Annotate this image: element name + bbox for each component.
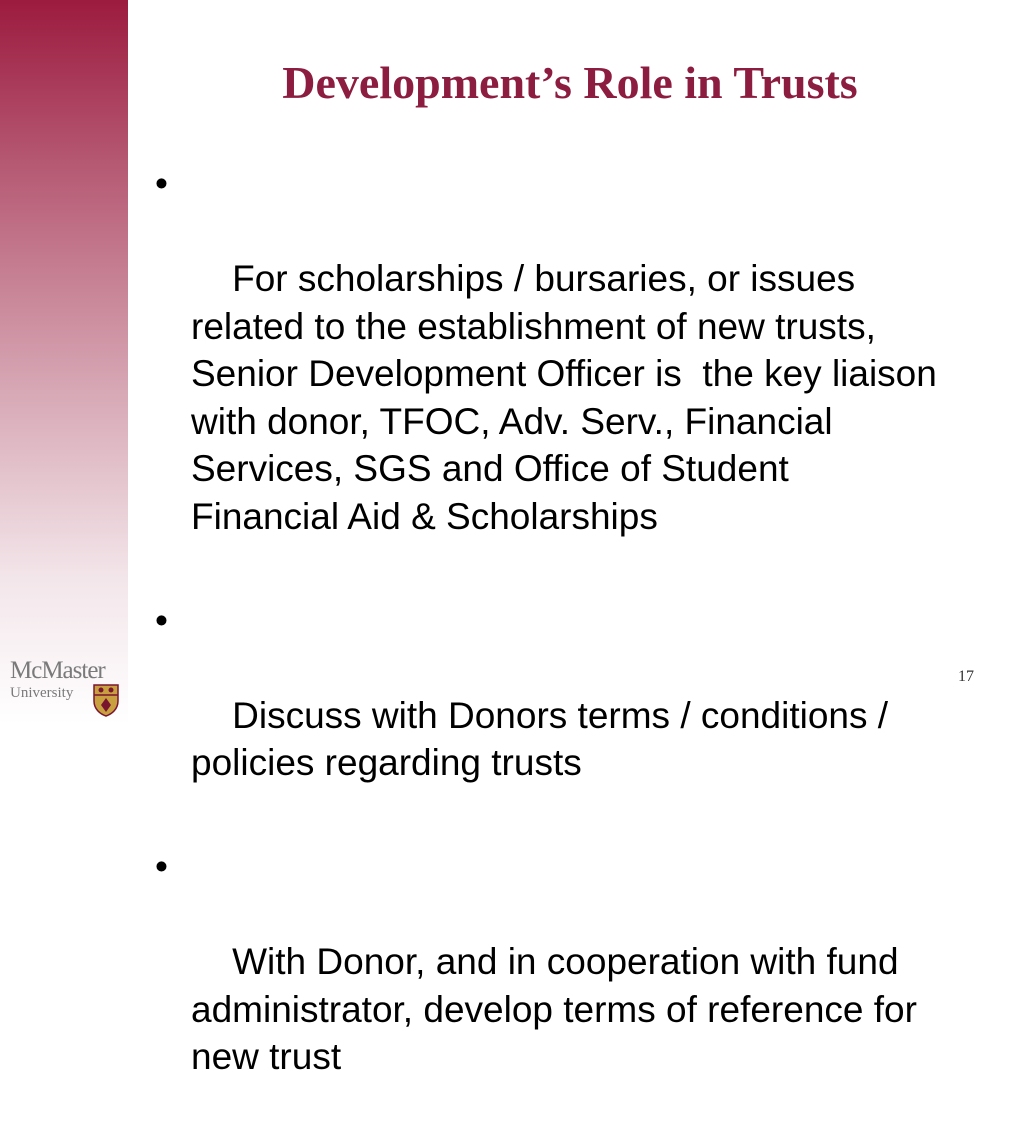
logo-name: McMaster <box>10 657 105 684</box>
bullet-text: Discuss with Donors terms / conditions / policies regarding trusts <box>191 694 899 783</box>
bullet-text: With Donor, and in cooperation with fund administrator, develop terms of reference for new trust <box>191 941 928 1077</box>
bullet-icon: • <box>155 599 168 641</box>
bullet-item <box>155 843 945 1128</box>
bullet-icon: • <box>155 163 168 204</box>
bullet-list <box>155 160 948 1077</box>
bullet-text: For scholarships / bursaries, or issues related to the establishment of new trusts, Senior Development Officer is the key liaison with donor, TFOC, Adv. Serv., Financial Services, SGS and Office of Student Financial Aid & Scholarships <box>191 258 948 537</box>
university-crest-icon <box>92 683 120 717</box>
page-number: 17 <box>958 668 974 685</box>
slide-title: Development’s Role in Trusts <box>282 57 858 108</box>
university-logo <box>6 657 126 721</box>
logo-subtitle: University <box>10 685 74 701</box>
bullet-icon: • <box>155 846 168 887</box>
bullet-item <box>155 597 945 835</box>
bullet-item <box>155 160 948 588</box>
sidebar-gradient <box>0 0 128 724</box>
